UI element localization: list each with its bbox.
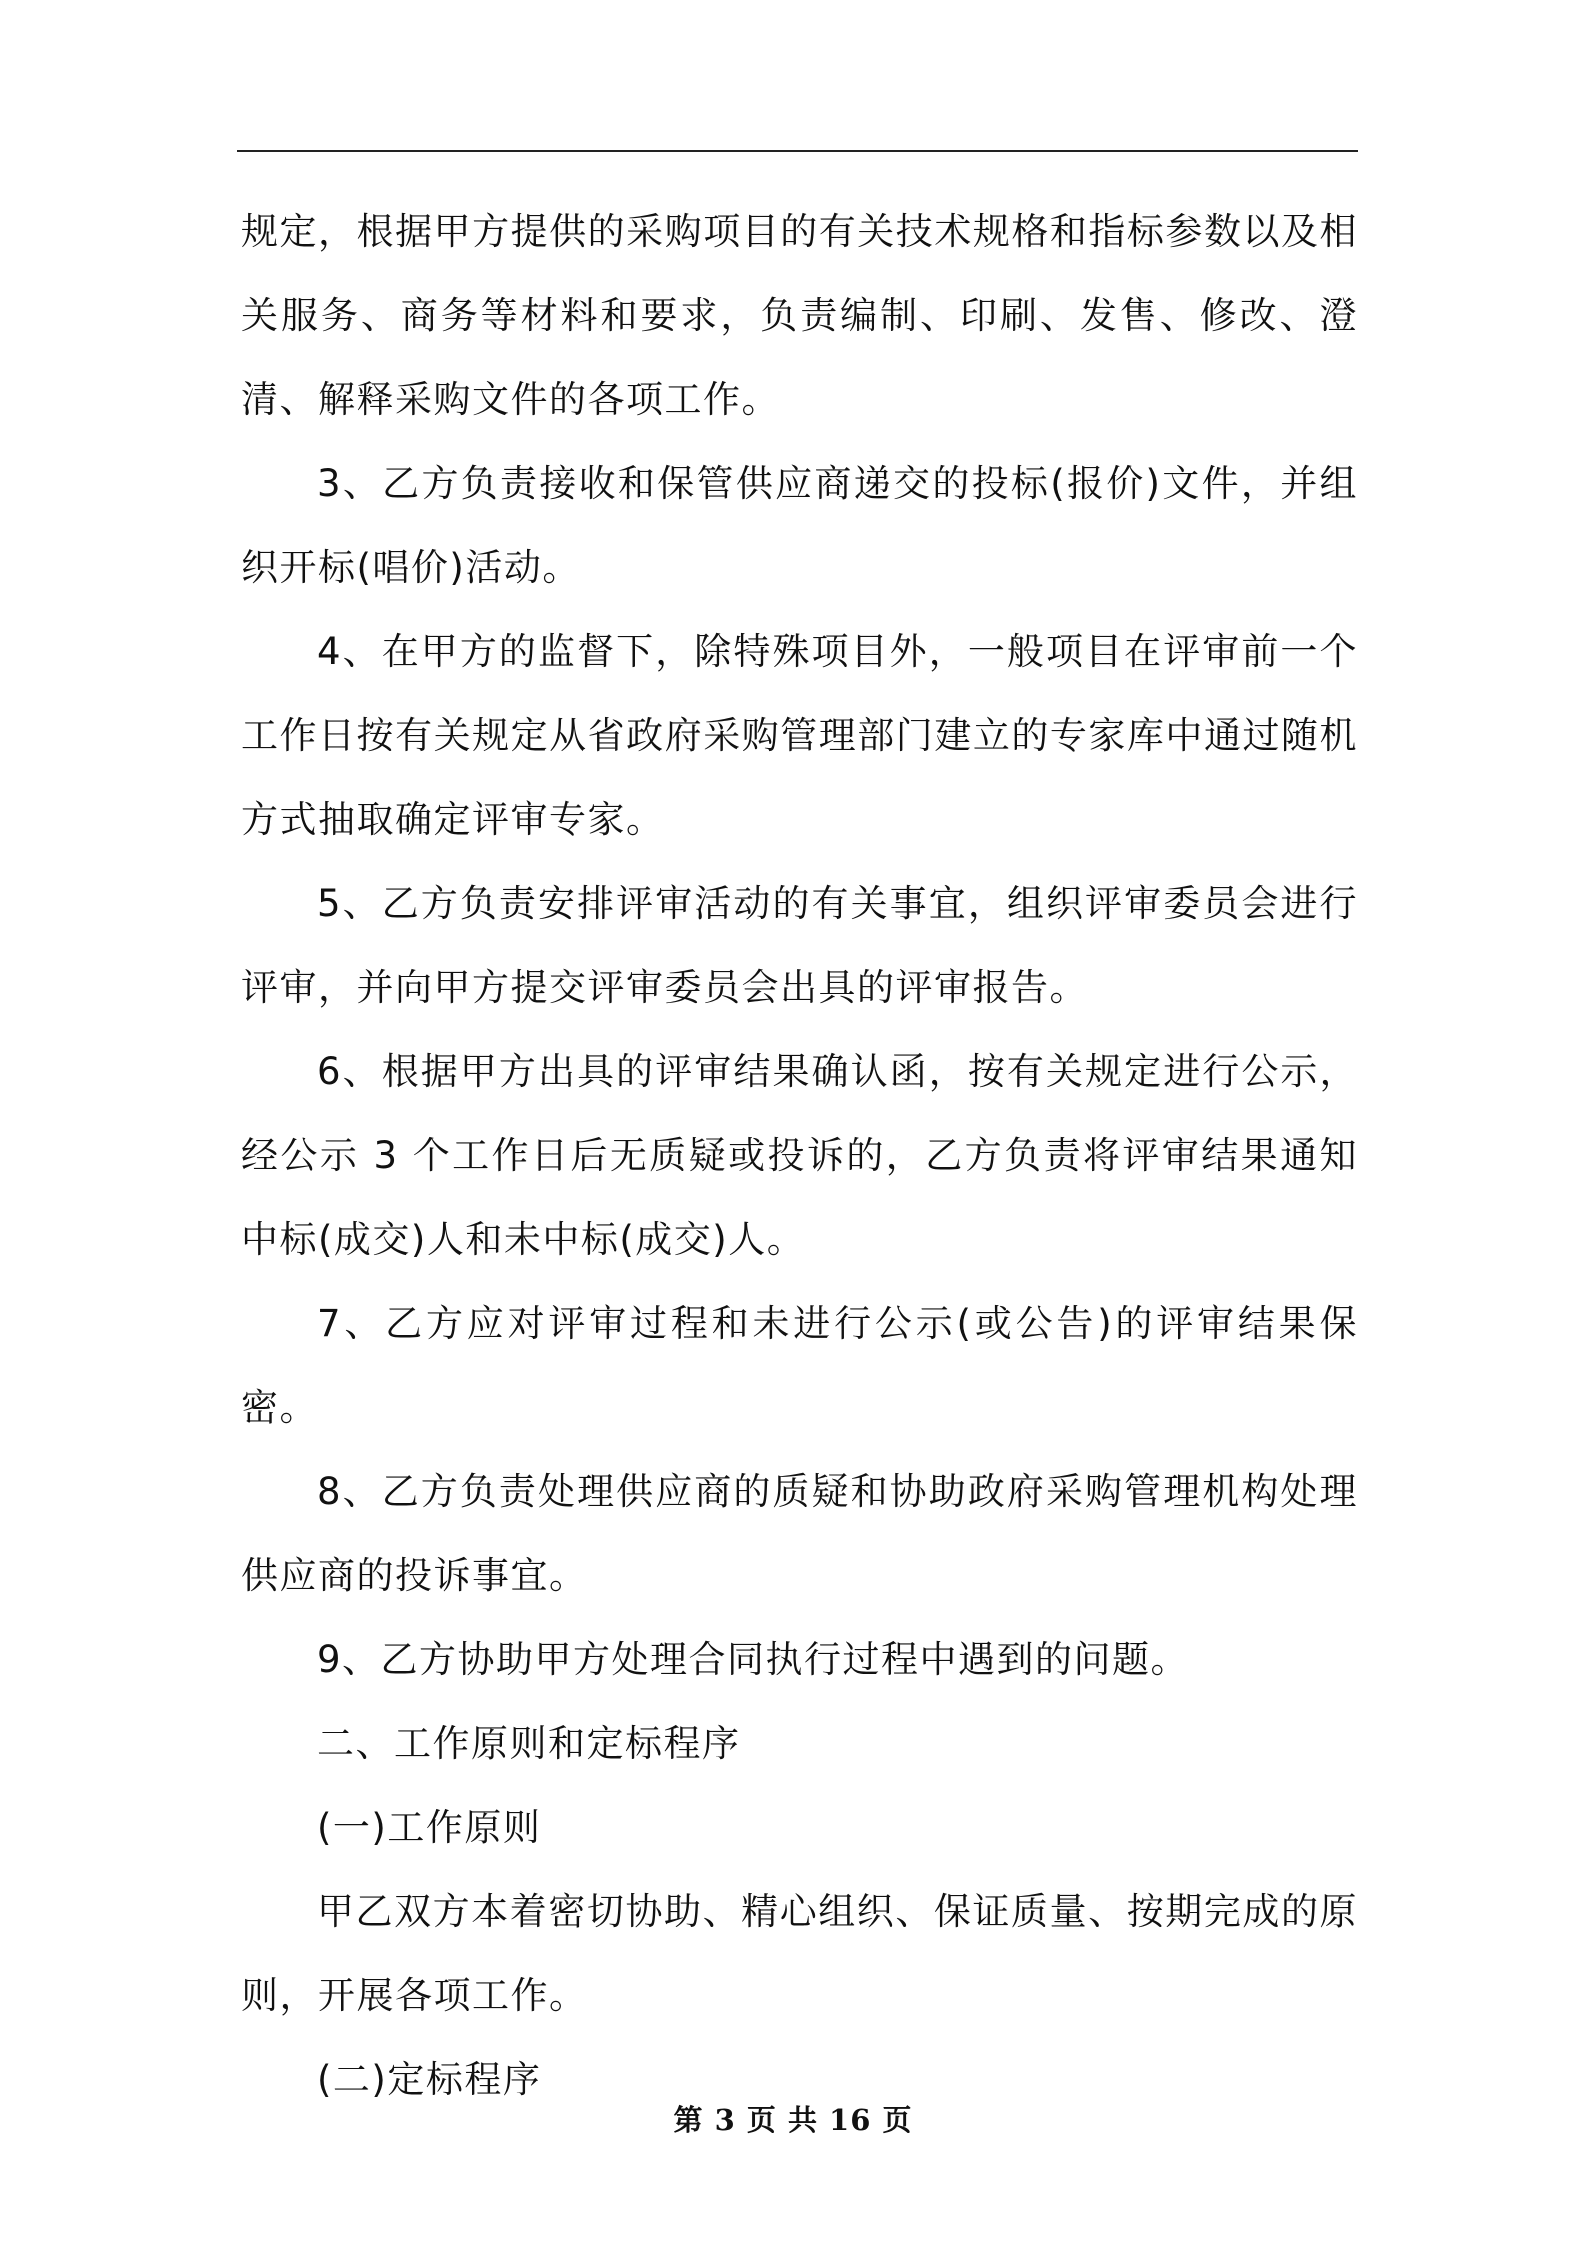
paragraph-item-8: 8、乙方负责处理供应商的质疑和协助政府采购管理机构处理供应商的投诉事宜。 <box>241 1470 1358 1597</box>
paragraph-continuation: 规定，根据甲方提供的采购项目的有关技术规格和指标参数以及相关服务、商务等材料和要求，负责编制、印刷、发售、修改、澄清、解释采购文件的各项工作。 <box>241 210 1358 421</box>
document-body <box>241 190 1358 2122</box>
subheading-work-principle: (一)工作原则 <box>317 1806 542 1849</box>
paragraph-item-7: 7、乙方应对评审过程和未进行公示(或公告)的评审结果保密。 <box>241 1302 1358 1429</box>
paragraph-item-4: 4、在甲方的监督下，除特殊项目外，一般项目在评审前一个工作日按有关规定从省政府采购管理部门建立的专家库中通过随机方式抽取确定评审专家。 <box>241 630 1358 841</box>
header-rule <box>237 150 1358 152</box>
subheading-award-procedure: (二)定标程序 <box>317 2058 542 2101</box>
page-footer: 第 3 页 共 16 页 <box>673 2103 913 2137</box>
section-heading-2: 二、工作原则和定标程序 <box>317 1722 741 1765</box>
paragraph-item-6: 6、根据甲方出具的评审结果确认函，按有关规定进行公示，经公示 3 个工作日后无质疑或投诉的，乙方负责将评审结果通知中标(成交)人和未中标(成交)人。 <box>241 1050 1358 1261</box>
paragraph-item-5: 5、乙方负责安排评审活动的有关事宜，组织评审委员会进行评审，并向甲方提交评审委员会出具的评审报告。 <box>241 882 1358 1009</box>
paragraph-item-9: 9、乙方协助甲方处理合同执行过程中遇到的问题。 <box>317 1638 1190 1681</box>
paragraph-principle: 甲乙双方本着密切协助、精心组织、保证质量、按期完成的原则，开展各项工作。 <box>241 1890 1358 2017</box>
paragraph-item-3: 3、乙方负责接收和保管供应商递交的投标(报价)文件，并组织开标(唱价)活动。 <box>241 462 1358 589</box>
